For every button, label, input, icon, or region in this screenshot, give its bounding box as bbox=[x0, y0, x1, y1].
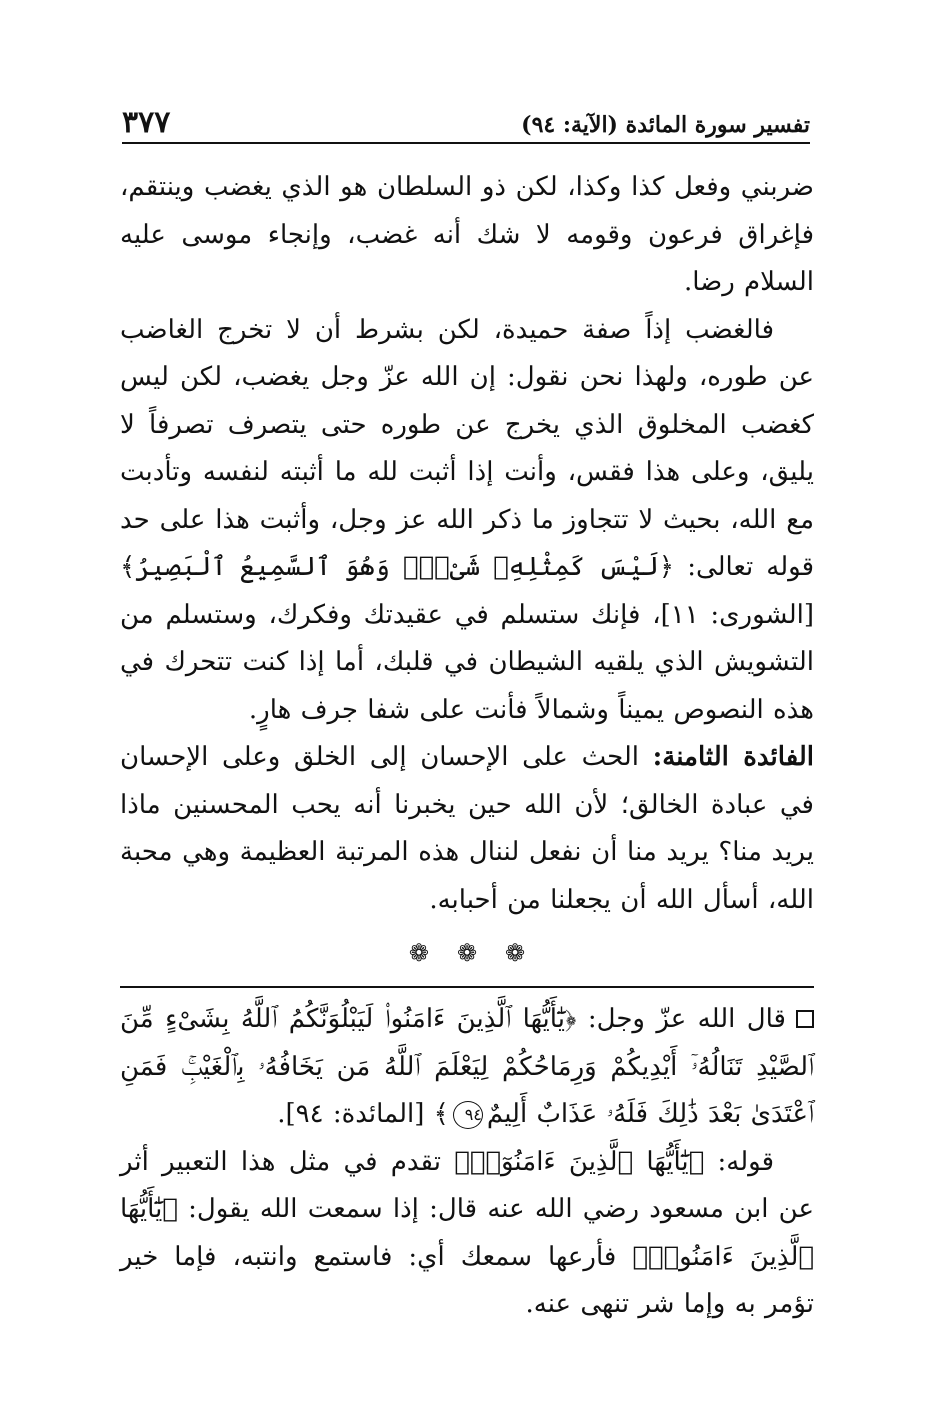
verse-section bbox=[120, 996, 814, 1139]
running-header bbox=[122, 96, 810, 140]
quran-verse-maidah-94: ﴿يَٰٓأَيُّهَا ٱلَّذِينَ ءَامَنُوا۟ لَيَبْلُوَنَّكُمُ ٱللَّهُ بِشَىْءٍ مِّنَ ٱلصَّيْدِ تَنَالُهُۥٓ أَيْدِيكُمْ وَرِمَاحُكُمْ لِيَعْلَمَ ٱللَّهُ مَن يَخَافُهُۥ بِٱلْغَيْبِۚ فَمَنِ ٱعْتَدَىٰ بَعْدَ ذَٰلِكَ فَلَهُۥ عَذَابٌ أَلِيمٌ bbox=[120, 1004, 814, 1129]
verse-number-badge: ٩٤ bbox=[453, 1101, 483, 1129]
quran-quote-1: ﴿يَٰٓأَيُّهَا ٱلَّذِينَ ءَامَنُوٓا۟﴾ bbox=[454, 1146, 705, 1177]
commentary-text-2: تقدم في مثل هذا التعبير أثر عن ابن مسعود رضي الله عنه قال: إذا سمعت الله يقول: bbox=[120, 1146, 814, 1224]
page-body bbox=[120, 164, 814, 1329]
flower-ornament-icon: ❁ bbox=[456, 939, 478, 967]
page-number: ٣٧٧ bbox=[122, 105, 171, 140]
commentary-paragraph bbox=[120, 1139, 814, 1329]
header-rule bbox=[122, 142, 810, 144]
paragraph-1 bbox=[120, 164, 814, 307]
section-ornaments bbox=[120, 924, 814, 982]
verse-end-bracket: ﴾ bbox=[433, 1099, 449, 1129]
flower-ornament-icon: ❁ bbox=[505, 939, 526, 967]
quran-quote-2: ﴿يَٰٓأَيُّهَا ٱلَّذِينَ ءَامَنُوا۟﴾ bbox=[120, 1194, 814, 1272]
benefit-heading: الفائدة الثامنة: bbox=[652, 742, 815, 772]
section-rule bbox=[120, 986, 814, 988]
paragraph-2 bbox=[120, 307, 814, 735]
paragraph-3 bbox=[120, 734, 814, 924]
quran-quote-shura: ﴿لَيْسَ كَمِثْلِهِۦ شَىْءٌۖ وَهُوَ ٱلسَّمِيعُ ٱلْبَصِيرُ﴾ bbox=[120, 552, 675, 582]
verse-reference: [المائدة: ٩٤]. bbox=[277, 1099, 434, 1129]
verse-intro: قال الله عزّ وجل: bbox=[576, 1004, 786, 1034]
paragraph-1-text: ضربني وفعل كذا وكذا، لكن ذو السلطان هو الذي يغضب وينتقم، فإغراق فرعون وقومه لا شك أنه غضب، وإنجاء موسى عليه السلام رضا. bbox=[120, 172, 814, 297]
square-bullet-icon bbox=[796, 1010, 814, 1028]
paragraph-2-text-before: فالغضب إذاً صفة حميدة، لكن بشرط أن لا تخرج الغاضب عن طوره، ولهذا نحن نقول: إن الله عزّ وجل يغضب، لكن ليس كغضب المخلوق الذي يخرج عن طوره حتى يتصرف تصرفاً لا يليق، وعلى هذا فقس، وأنت إذا أثبت لله ما أثبته لنفسه وتأدبت مع الله، بحيث لا تتجاوز ما ذكر الله عز وجل، وأثبت هذا على حد قوله تعالى: bbox=[120, 314, 815, 582]
paragraph-3-text: الحث على الإحسان إلى الخلق وعلى الإحسان في عبادة الخالق؛ لأن الله حين يخبرنا أنه يحب المحسنين ماذا يريد منا؟ يريد منا أن نفعل لننال هذه المرتبة العظيمة وهي محبة الله، أسأل الله أن يجعلنا من أحبابه. bbox=[120, 742, 814, 915]
paragraph-2-text-after: [الشورى: ١١]، فإنك ستسلم في عقيدتك وفكرك، وستسلم من التشويش الذي يلقيه الشيطان في قلبك، أما إذا كنت تتحرك في هذه النصوص يميناً وشمالاً فأنت على شفا جرف هارٍ. bbox=[120, 599, 814, 725]
flower-ornament-icon: ❁ bbox=[408, 939, 429, 967]
commentary-text-3: فأرعها سمعك أي: فاستمع وانتبه، فإما خير تؤمر به وإما شر تنهى عنه. bbox=[120, 1241, 814, 1319]
header-title: تفسير سورة المائدة (الآية: ٩٤) bbox=[521, 112, 810, 138]
commentary-text-1: قوله: bbox=[704, 1146, 775, 1177]
